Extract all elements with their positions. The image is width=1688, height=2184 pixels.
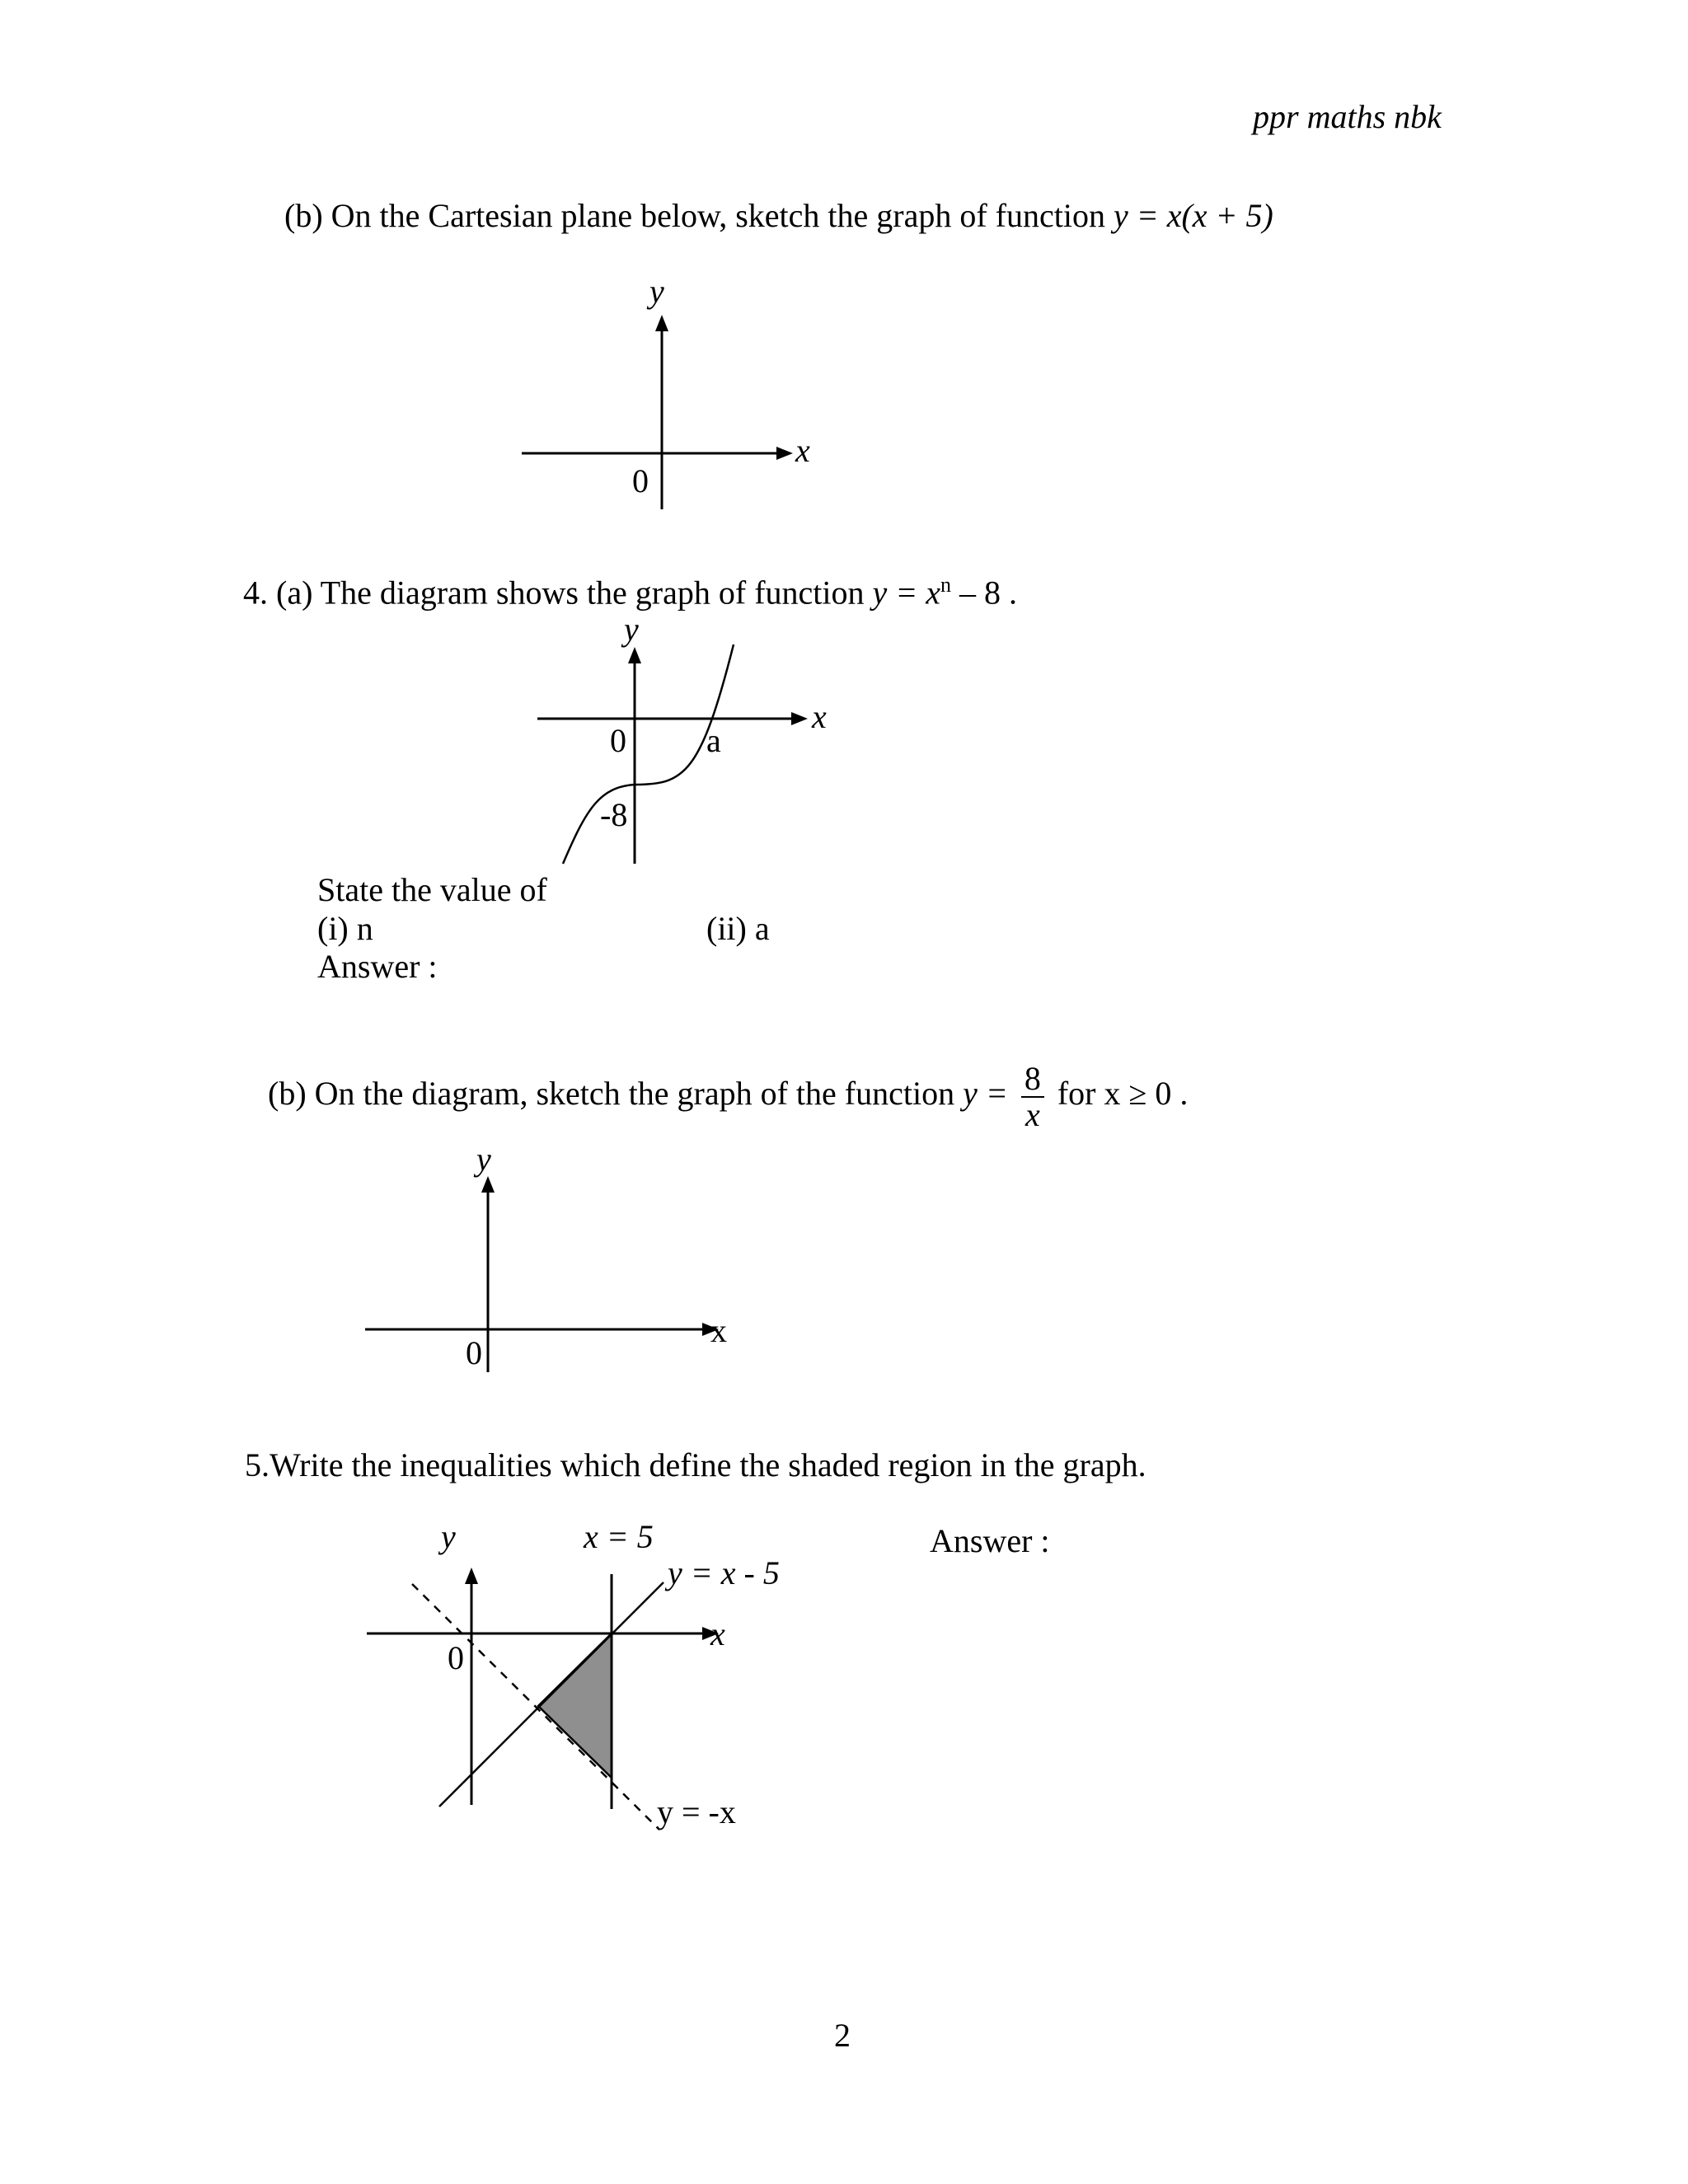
q5-origin: 0 [448,1639,464,1676]
q5-y-arrow [465,1568,478,1584]
q4b-label: (b) On the diagram, sketch the graph of the function [268,1075,955,1113]
q4a-prompt: State the value of [317,871,547,908]
q5-shaded-region [538,1633,612,1778]
q4a-func-exp: n [940,573,951,597]
header-source: ppr maths nbk [1253,98,1442,135]
q4b-denominator: x [1025,1096,1040,1133]
q3b-x-label: x [795,432,810,469]
q4a-x-label: x [812,698,827,735]
q3b-y-label: y [649,273,664,310]
q3b-origin: 0 [632,462,649,499]
q4a-root-label: a [706,722,721,759]
q4b-x-label: x [710,1312,727,1349]
q4b-y-label: y [476,1141,491,1178]
q5-line-y-minus-x [412,1584,659,1830]
q4b-numerator: 8 [1021,1062,1044,1098]
page-number: 2 [834,2017,851,2054]
q4a-label: 4. (a) The diagram shows the graph of function [243,574,865,612]
q4a-func-tail: – 8 . [951,574,1017,612]
q4a-answer-label: Answer : [317,948,438,985]
q5-x-label: x [710,1615,725,1652]
q5-y-label: y [441,1518,456,1555]
q5-statement: 5.Write the inequalities which define the shaded region in the graph. [245,1446,1146,1483]
q4a-y-label: y [624,611,639,648]
q5-line-y-x-minus-5 [439,1582,663,1807]
q5-label-y-x-minus-5: y = x - 5 [668,1554,780,1591]
q4a-intercept-label: -8 [600,796,628,833]
q3b-label: (b) On the Cartesian plane below, sketch the graph of function [284,197,1105,234]
q4a-part-i: (i) n [317,910,373,947]
q5-label-y-minus-x: y = -x [657,1793,736,1830]
q4a-func-base: y = x [872,574,940,612]
q4a-origin: 0 [610,722,626,759]
q5-answer-label: Answer : [930,1522,1050,1559]
q4b-condition: for x ≥ 0 . [1057,1075,1189,1113]
q4b-origin: 0 [466,1334,482,1371]
q4a-part-ii: (ii) a [706,910,770,947]
q4b-func-lhs: y = [963,1075,1008,1113]
q5-label-x5: x = 5 [584,1518,654,1555]
q3b-function: y = x(x + 5) [1113,197,1273,234]
